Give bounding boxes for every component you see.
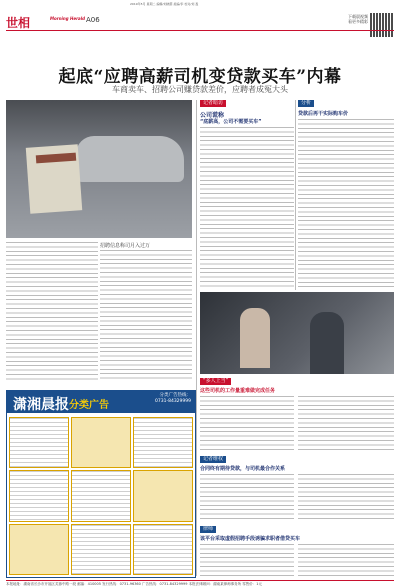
classified-ad-block[interactable] <box>6 390 196 578</box>
article-column-9 <box>200 544 294 578</box>
section-title-1: 公司谎称 <box>200 112 225 119</box>
ad-header <box>7 391 195 413</box>
ad-cell <box>71 470 131 521</box>
section-name: 世相 <box>6 16 31 30</box>
ad-brand: 潇湘晨报 <box>13 397 69 413</box>
ad-cell <box>133 470 193 521</box>
ad-grid <box>9 417 193 575</box>
article-column-3 <box>200 127 294 287</box>
article-column-6 <box>298 396 394 452</box>
person-figure <box>310 312 344 374</box>
car-shape <box>76 136 184 182</box>
ad-phone-number: 0731-84329999 <box>155 399 191 404</box>
newspaper-logo: Morning Herald <box>50 16 85 21</box>
article-column-10 <box>298 544 394 578</box>
section-title-2: 贷款后再干实际购车价 <box>298 111 349 117</box>
article-column-2 <box>100 250 192 382</box>
article-column-8 <box>298 474 394 522</box>
column-divider <box>196 100 197 576</box>
ad-cell <box>9 417 69 468</box>
headline: 起底“应聘高薪司机变贷款买车”内幕 <box>58 67 342 87</box>
section-tag-2: 分析 <box>298 100 314 107</box>
subheadline: 车商卖车、招聘公司赚贷款差价，应聘者成冤大头 <box>112 85 288 94</box>
section-title-3: 这些司机的工作量重难做完成任务 <box>200 388 276 394</box>
ad-cell <box>133 524 193 575</box>
ad-cell <box>71 524 131 575</box>
ad-cell <box>9 524 69 575</box>
section-title-5: 该平台采取虚假招聘手段诱骗求职者借贷买车 <box>200 536 301 542</box>
qr-caption-line1: 下载晨视频 <box>348 14 368 19</box>
section-tag-5: 律师 <box>200 526 216 533</box>
ad-cell <box>133 417 193 468</box>
qr-caption <box>348 14 368 24</box>
photo-caption: 招聘信息称司月入过万 <box>100 243 151 249</box>
section-tag-3: “多人上当” <box>200 378 231 385</box>
ad-phone <box>155 393 191 405</box>
qr-caption-line2: 看更多精彩 <box>348 19 368 24</box>
article-column-4 <box>298 119 394 287</box>
article-column-5 <box>200 396 294 452</box>
article-column-1 <box>6 242 98 382</box>
masthead-rule <box>6 30 394 31</box>
ad-subtitle: 分类广告 <box>69 400 109 411</box>
top-info-strip: 2019年5月 星期二 编辑/刘晓霞 美编/李 校对/刘 盈 <box>130 2 199 6</box>
article-column-7 <box>200 474 294 522</box>
section-title-4: 合同终有期待贷款，与司机最合作关系 <box>200 466 286 472</box>
person-figure <box>240 308 270 368</box>
section-tag-1: 记者暗访 <box>200 100 226 107</box>
ad-cell <box>71 417 131 468</box>
top-bar <box>0 0 400 3</box>
section-title-1b: “底薪高，公司不需要买车” <box>200 119 262 125</box>
secondary-photo <box>200 292 394 374</box>
masthead <box>6 14 394 28</box>
section-tag-4: 记者维权 <box>200 456 226 463</box>
page-footer: 本报地址：湖南省长沙市开福区芙蓉中路一段 邮编：410005 发行热线：0731-96360 广告热线：0731-84329999 本报法律顾问：湖南某律师事务所 零售价：1元 <box>6 580 394 587</box>
ad-cell <box>9 470 69 521</box>
page-code: A06 <box>86 16 100 24</box>
ad-phone-label: 分类广告热线： <box>159 393 191 398</box>
qr-code[interactable] <box>370 13 394 37</box>
main-photo <box>6 100 192 238</box>
column-divider <box>295 100 296 290</box>
